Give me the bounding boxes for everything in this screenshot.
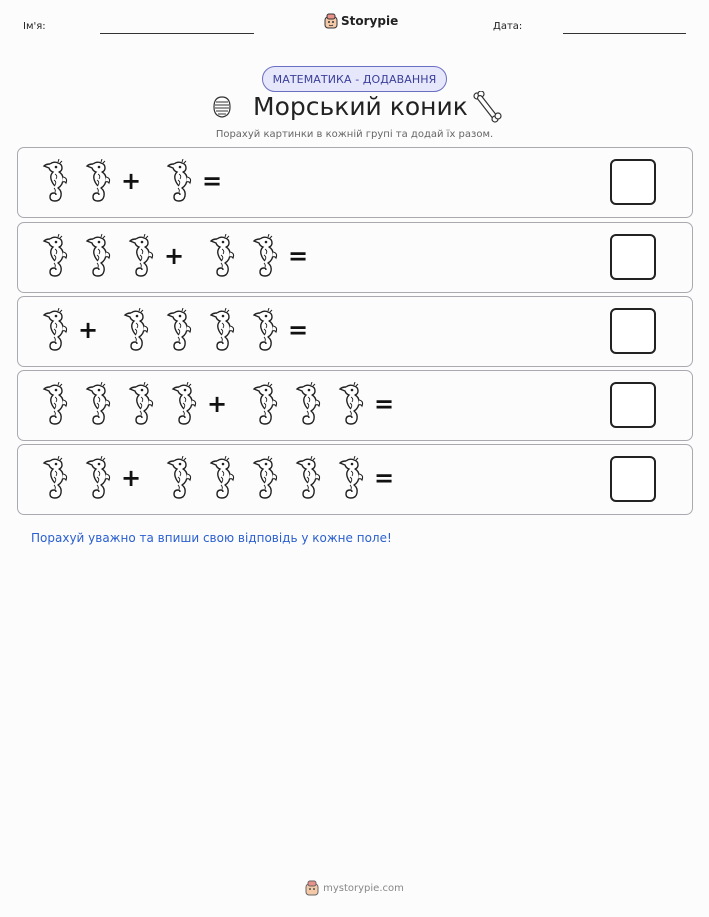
subject-badge: МАТЕМАТИКА - ДОДАВАННЯ [262, 66, 447, 92]
brand [324, 13, 398, 29]
seahorse-icon [41, 382, 71, 428]
seahorse-icon [208, 456, 238, 502]
seahorse-icon [127, 382, 157, 428]
equals-sign: = [373, 464, 395, 492]
problem-row [17, 370, 693, 441]
problem-row [17, 444, 693, 515]
footer-note: Порахуй уважно та впиши свою відповідь у кожне поле! [31, 531, 392, 545]
seahorse-icon [208, 308, 238, 354]
seahorse-icon [251, 456, 281, 502]
date-label: Дата: [493, 21, 523, 32]
answer-box[interactable] [610, 234, 656, 280]
storypie-logo-icon [324, 13, 338, 29]
seahorse-icon [84, 234, 114, 280]
plus-sign: + [206, 390, 228, 418]
seahorse-icon [337, 456, 367, 502]
seahorse-icon [41, 308, 71, 354]
page-title: Морський коник [253, 92, 468, 121]
answer-box[interactable] [610, 159, 656, 205]
seahorse-icon [84, 382, 114, 428]
seahorse-icon [122, 308, 152, 354]
bone-icon [472, 91, 502, 123]
seahorse-icon [251, 308, 281, 354]
seahorse-icon [251, 234, 281, 280]
seahorse-icon [165, 159, 195, 205]
equals-sign: = [201, 167, 223, 195]
seahorse-icon [294, 382, 324, 428]
seahorse-icon [170, 382, 200, 428]
footer [0, 880, 709, 896]
seahorse-icon [165, 308, 195, 354]
shell-icon [211, 94, 233, 120]
name-label: Ім'я: [23, 21, 46, 32]
instructions: Порахуй картинки в кожній групі та додай їх разом. [215, 129, 494, 140]
equals-sign: = [287, 316, 309, 344]
answer-box[interactable] [610, 382, 656, 428]
seahorse-icon [294, 456, 324, 502]
footer-url[interactable]: mystorypie.com [323, 882, 404, 894]
plus-sign: + [120, 464, 142, 492]
seahorse-icon [41, 159, 71, 205]
problem-row [17, 147, 693, 218]
seahorse-icon [337, 382, 367, 428]
worksheet-header [0, 0, 709, 50]
problem-row [17, 296, 693, 367]
plus-sign: + [77, 316, 99, 344]
equals-sign: = [373, 390, 395, 418]
seahorse-icon [208, 234, 238, 280]
problem-row [17, 222, 693, 293]
equals-sign: = [287, 242, 309, 270]
answer-box[interactable] [610, 308, 656, 354]
plus-sign: + [120, 167, 142, 195]
seahorse-icon [165, 456, 195, 502]
storypie-logo-icon [305, 880, 319, 896]
title-row [0, 90, 709, 128]
name-field[interactable] [100, 33, 254, 34]
seahorse-icon [41, 234, 71, 280]
seahorse-icon [84, 159, 114, 205]
answer-box[interactable] [610, 456, 656, 502]
seahorse-icon [84, 456, 114, 502]
brand-name: Storypie [341, 14, 399, 28]
seahorse-icon [41, 456, 71, 502]
seahorse-icon [127, 234, 157, 280]
seahorse-icon [251, 382, 281, 428]
plus-sign: + [163, 242, 185, 270]
date-field[interactable] [563, 33, 686, 34]
